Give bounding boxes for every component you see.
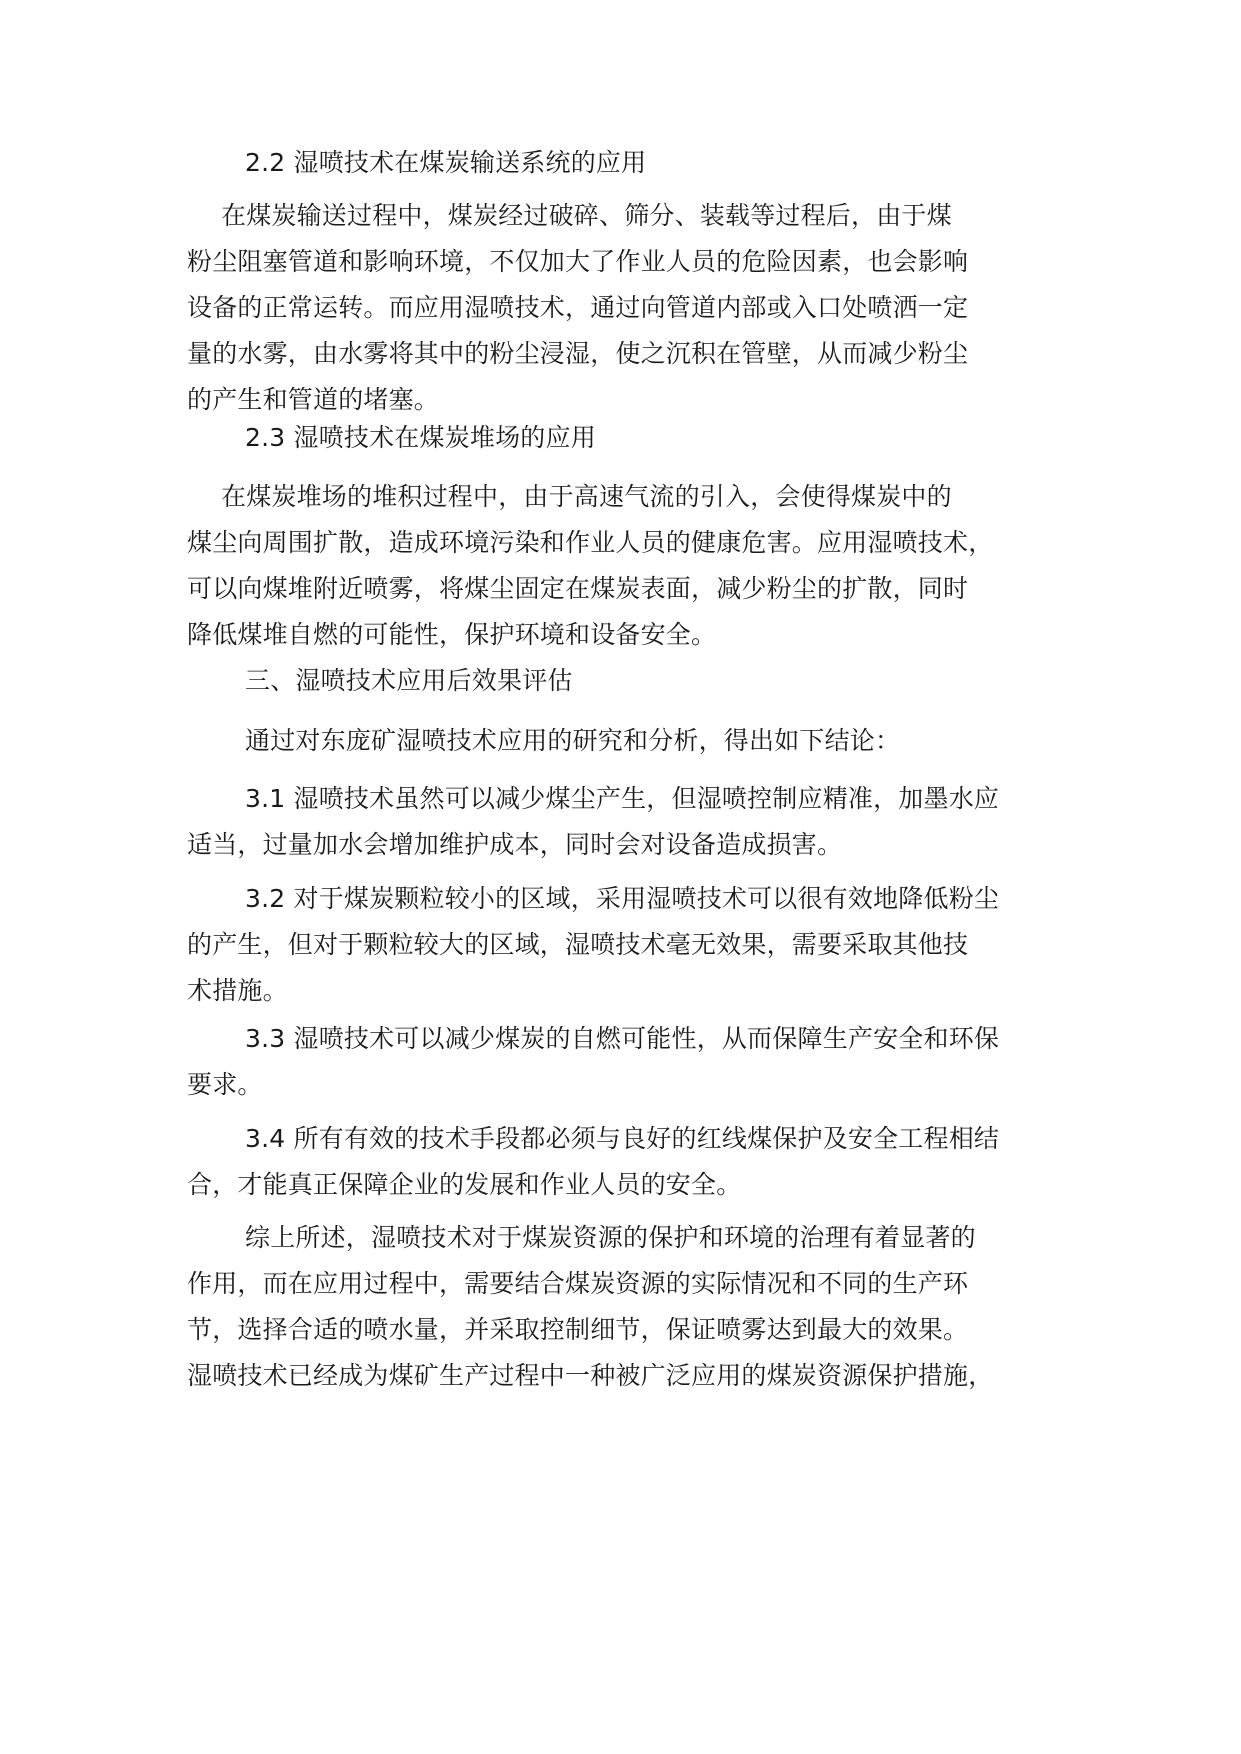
paragraph-line: 要求。: [187, 1070, 263, 1099]
paragraph-conclusion-intro: [245, 718, 1125, 764]
heading-text: 2.2 湿喷技术在煤炭输送系统的应用: [245, 148, 647, 177]
section-heading-2-2: [245, 140, 1125, 186]
paragraph-line: 降低煤堆自燃的可能性，保护环境和设备安全。: [187, 620, 717, 649]
paragraph-conclusion-3-2: [187, 876, 1067, 1014]
paragraph-line: 3.3 湿喷技术可以减少煤炭的自燃可能性，从而保障生产安全和环保: [245, 1024, 1000, 1053]
paragraph-line: 设备的正常运转。而应用湿喷技术，通过向管道内部或入口处喷洒一定: [187, 293, 969, 322]
heading-text: 2.3 湿喷技术在煤炭堆场的应用: [245, 423, 596, 452]
paragraph-conclusion-3-1: [187, 776, 1067, 868]
section-heading-3: [245, 658, 1125, 704]
paragraph-line: 节，选择合适的喷水量，并采取控制细节，保证喷雾达到最大的效果。: [187, 1315, 969, 1344]
paragraph-line: 术措施。: [187, 976, 288, 1005]
heading-text: 三、湿喷技术应用后效果评估: [245, 666, 573, 695]
paragraph-line: 的产生，但对于颗粒较大的区域，湿喷技术毫无效果，需要采取其他技: [187, 930, 969, 959]
paragraph-line: 适当，过量加水会增加维护成本，同时会对设备造成损害。: [187, 830, 843, 859]
paragraph-line: 3.4 所有有效的技术手段都必须与良好的红线煤保护及安全工程相结: [245, 1124, 1000, 1153]
paragraph-line: 3.1 湿喷技术虽然可以减少煤尘产生，但湿喷控制应精准，加墨水应: [245, 784, 1000, 813]
paragraph-line: 在煤炭堆场的堆积过程中，由于高速气流的引入，会使得煤炭中的: [221, 482, 952, 511]
paragraph-coal-conveying: [187, 193, 1067, 423]
paragraph-coal-yard: [187, 474, 1067, 658]
paragraph-line: 综上所述，湿喷技术对于煤炭资源的保护和环境的治理有着显著的: [245, 1223, 976, 1252]
paragraph-line: 量的水雾，由水雾将其中的粉尘浸湿，使之沉积在管壁，从而减少粉尘: [187, 339, 969, 368]
paragraph-line: 的产生和管道的堵塞。: [187, 385, 440, 414]
paragraph-line: 在煤炭输送过程中，煤炭经过破碎、筛分、装载等过程后，由于煤: [221, 201, 952, 230]
paragraph-line: 通过对东庞矿湿喷技术应用的研究和分析，得出如下结论：: [245, 726, 901, 755]
paragraph-line: 煤尘向周围扩散，造成环境污染和作业人员的健康危害。应用湿喷技术，: [187, 528, 994, 557]
paragraph-conclusion-3-4: [187, 1116, 1067, 1208]
section-heading-2-3: [245, 415, 1125, 461]
paragraph-line: 湿喷技术已经成为煤矿生产过程中一种被广泛应用的煤炭资源保护措施，: [187, 1361, 994, 1390]
paragraph-conclusion-3-3: [187, 1016, 1067, 1108]
paragraph-line: 合，才能真正保障企业的发展和作业人员的安全。: [187, 1170, 742, 1199]
paragraph-line: 粉尘阻塞管道和影响环境，不仅加大了作业人员的危险因素，也会影响: [187, 247, 969, 276]
paragraph-line: 可以向煤堆附近喷雾，将煤尘固定在煤炭表面，减少粉尘的扩散，同时: [187, 574, 969, 603]
paragraph-line: 3.2 对于煤炭颗粒较小的区域，采用湿喷技术可以很有效地降低粉尘: [245, 884, 1000, 913]
paragraph-summary: [187, 1215, 1067, 1399]
paragraph-line: 作用，而在应用过程中，需要结合煤炭资源的实际情况和不同的生产环: [187, 1269, 969, 1298]
